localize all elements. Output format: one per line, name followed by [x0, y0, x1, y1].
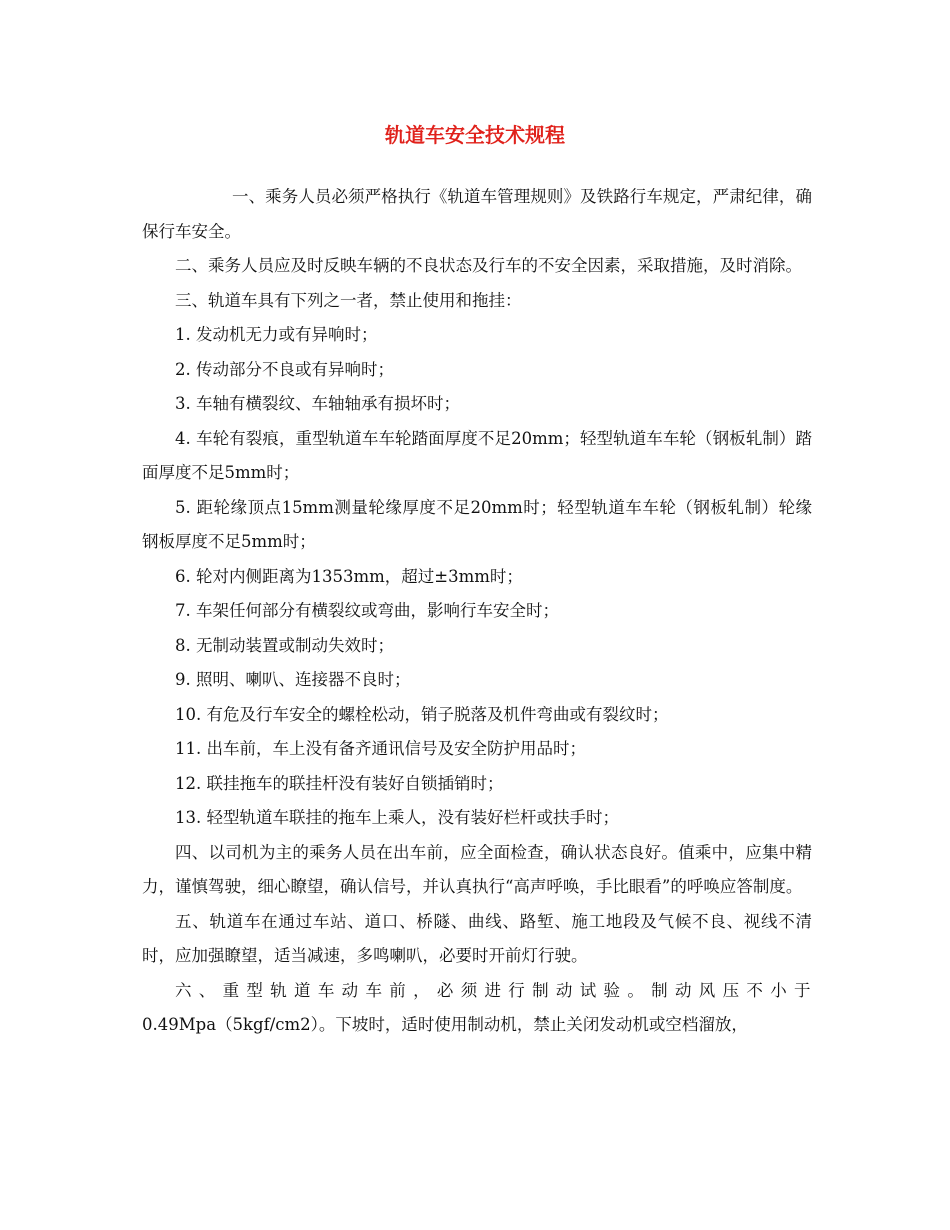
list-item: 5. 距轮缘顶点15mm测量轮缘厚度不足20mm时；轻型轨道车车轮（钢板轧制）轮缘钢板厚度不足5mm时；	[142, 497, 812, 551]
paragraph-1: 一、乘务人员必须严格执行《轨道车管理规则》及铁路行车规定，严肃纪律，确保行车安全。	[142, 187, 812, 241]
list-item: 11. 出车前，车上没有备齐通讯信号及安全防护用品时；	[175, 739, 586, 758]
paragraph-3: 三、轨道车具有下列之一者，禁止使用和拖挂：	[175, 290, 522, 310]
list-item: 13. 轻型轨道车联挂的拖车上乘人，没有装好栏杆或扶手时；	[175, 808, 619, 827]
list-item: 2. 传动部分不良或有异响时；	[175, 359, 394, 379]
list-item: 3. 车轴有横裂纹、车轴轴承有损坏时；	[175, 394, 460, 413]
document-title: 轨道车安全技术规程	[385, 123, 565, 147]
list-item: 10. 有危及行车安全的螺栓松动，销子脱落及机件弯曲或有裂纹时；	[175, 704, 669, 724]
document-body	[142, 180, 812, 1043]
list-item: 7. 车架任何部分有横裂纹或弯曲，影响行车安全时；	[175, 601, 559, 620]
paragraph-4: 四、以司机为主的乘务人员在出车前，应全面检查，确认状态良好。值乘中，应集中精力，谨慎驾驶，细心瞭望，确认信号，并认真执行“高声呼唤，手比眼看”的呼唤应答制度。	[142, 842, 812, 896]
paragraph-6-line-1: 六、重型轨道车动车前，必须进行制动试验。制动风压不小于	[175, 980, 812, 1000]
list-item: 12. 联挂拖车的联挂杆没有装好自锁插销时；	[175, 773, 504, 793]
list-item: 1. 发动机无力或有异响时；	[175, 325, 378, 344]
list-item: 8. 无制动装置或制动失效时；	[175, 635, 394, 655]
paragraph-2: 二、乘务人员应及时反映车辆的不良状态及行车的不安全因素，采取措施，及时消除。	[175, 256, 802, 275]
list-item: 6. 轮对内侧距离为1353mm，超过±3mm时；	[175, 566, 523, 586]
list-item: 4. 车轮有裂痕，重型轨道车车轮踏面厚度不足20mm；轻型轨道车车轮（钢板轧制）踏面厚度不足5mm时；	[142, 428, 812, 482]
paragraph-6-line-2: 0.49Mpa（5kgf/cm2）。下坡时，适时使用制动机，禁止关闭发动机或空档溜放，	[142, 1015, 748, 1034]
list-item: 9. 照明、喇叭、连接器不良时；	[175, 670, 411, 689]
paragraph-5: 五、轨道车在通过车站、道口、桥隧、曲线、路堑、施工地段及气候不良、视线不清时，应加强瞭望，适当减速，多鸣喇叭，必要时开前灯行驶。	[142, 911, 812, 965]
